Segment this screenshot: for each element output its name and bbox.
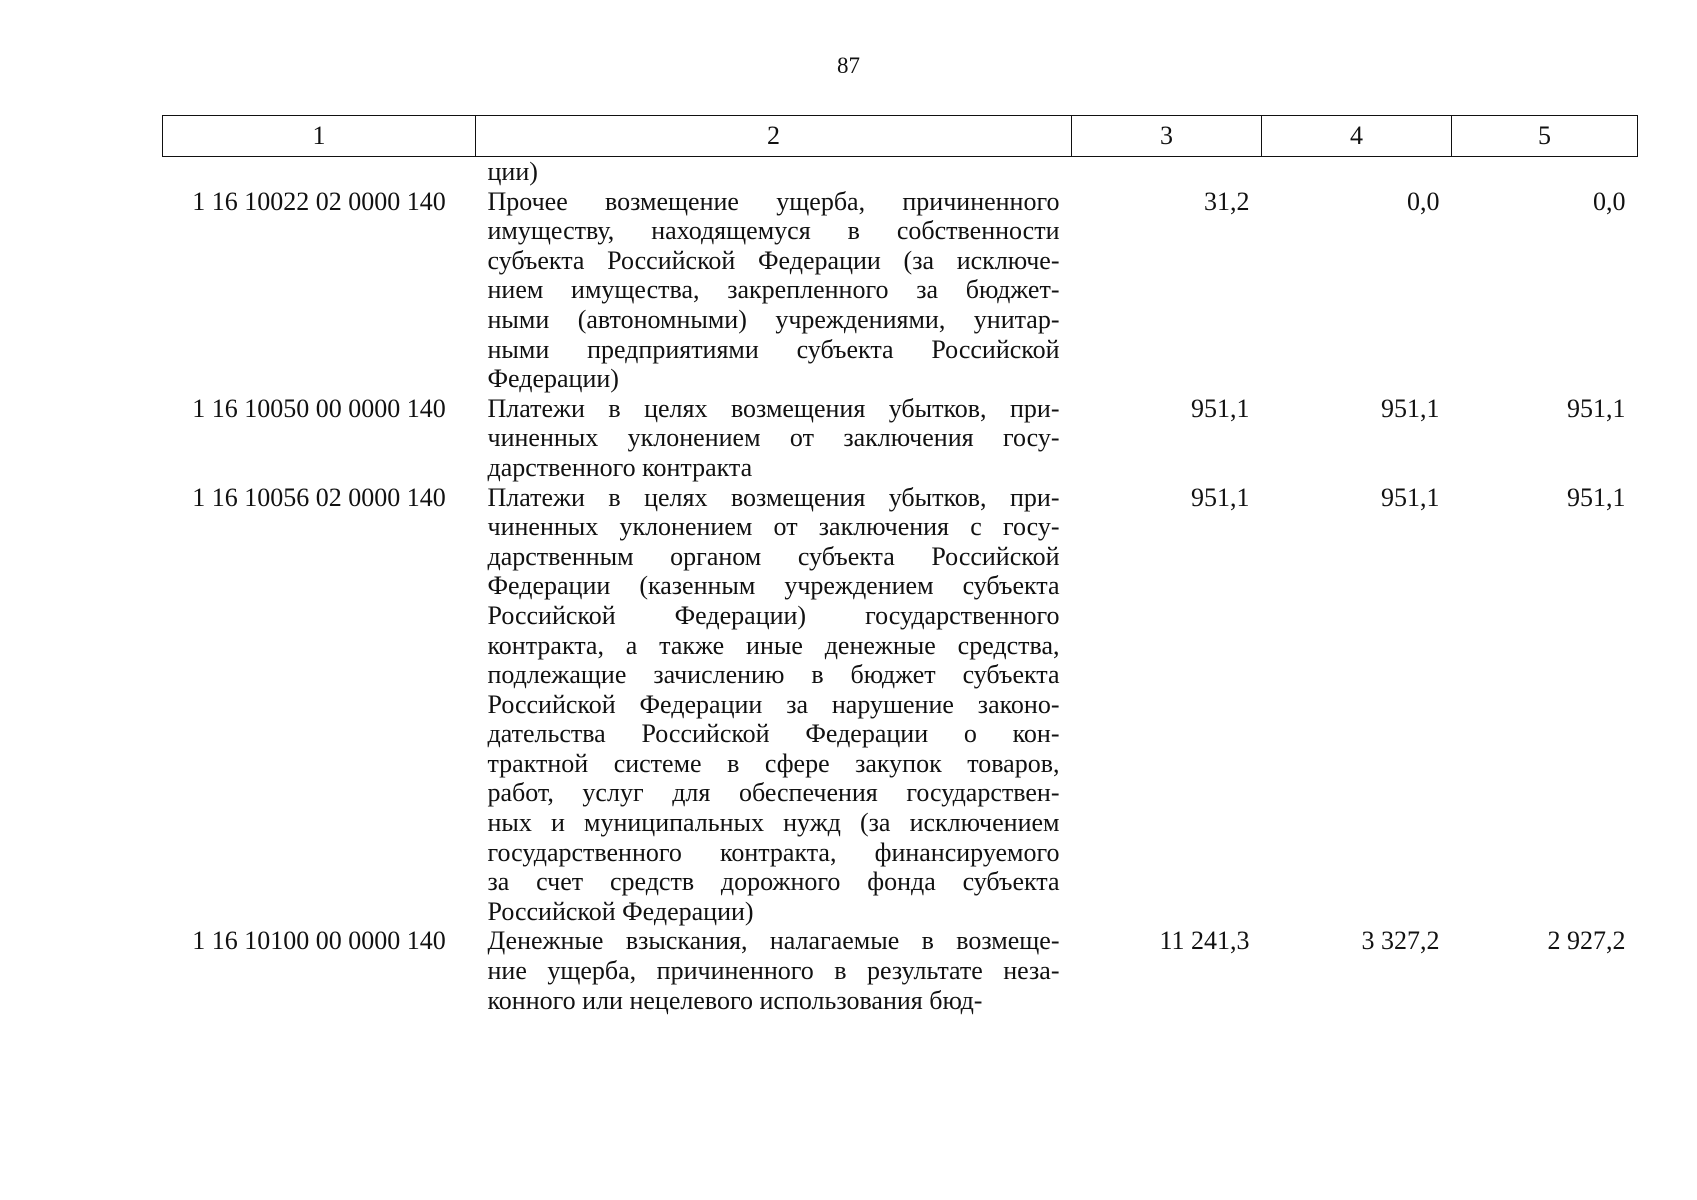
amount-cell-col-3: 951,1 bbox=[1191, 482, 1250, 512]
revenue-name-line: Федерации) bbox=[487, 364, 619, 394]
amount-cell-col-5: 951,1 bbox=[1567, 393, 1626, 423]
revenue-name-line: дарственного контракта bbox=[487, 452, 753, 482]
continuation-text: ции) bbox=[487, 157, 538, 186]
revenue-code-cell: 1 16 10050 00 0000 140 bbox=[192, 393, 446, 423]
amount-cell-col-3: 951,1 bbox=[1191, 393, 1250, 423]
revenue-name-line: ными предприятиями субъекта Российской bbox=[487, 334, 1060, 364]
amount-cell-col-4: 0,0 bbox=[1407, 186, 1440, 216]
table-row bbox=[163, 483, 1638, 927]
header-col-2: 2 bbox=[476, 116, 1072, 157]
revenue-name-line: Денежные взыскания, налагаемые в возмеще- bbox=[487, 926, 1060, 956]
revenue-name-line: подлежащие зачислению в бюджет субъекта bbox=[487, 660, 1060, 690]
revenue-name-line: ных и муниципальных нужд (за исключением bbox=[487, 808, 1060, 838]
revenue-code-cell: 1 16 10022 02 0000 140 bbox=[192, 186, 446, 216]
header-col-1: 1 bbox=[163, 116, 476, 157]
amount-cell-col-4: 951,1 bbox=[1381, 482, 1440, 512]
amount-cell-col-4: 3 327,2 bbox=[1361, 926, 1440, 956]
revenue-name-line: за счет средств дорожного фонда субъекта bbox=[487, 867, 1060, 897]
table-row bbox=[163, 394, 1638, 483]
amount-cell-col-4: 951,1 bbox=[1381, 393, 1440, 423]
revenue-name-cell bbox=[476, 926, 1072, 1015]
revenue-name-line: Платежи в целях возмещения убытков, при- bbox=[487, 482, 1060, 512]
revenue-name-line: ние ущерба, причиненного в результате неза- bbox=[487, 956, 1060, 986]
revenue-name-line: Федерации (казенным учреждением субъекта bbox=[487, 571, 1060, 601]
amount-cell-col-5: 951,1 bbox=[1567, 482, 1626, 512]
revenue-name-line: ными (автономными) учреждениями, унитар- bbox=[487, 304, 1060, 334]
revenue-name-line: Российской Федерации) государственного bbox=[487, 600, 1060, 630]
header-col-5: 5 bbox=[1452, 116, 1638, 157]
amount-cell-col-3: 31,2 bbox=[1204, 186, 1250, 216]
revenue-code-cell: 1 16 10056 02 0000 140 bbox=[192, 482, 446, 512]
revenue-name-line: Прочее возмещение ущерба, причиненного bbox=[487, 186, 1060, 216]
revenue-code-cell: 1 16 10100 00 0000 140 bbox=[192, 926, 446, 956]
revenue-name-line: нием имущества, закрепленного за бюджет- bbox=[487, 275, 1060, 305]
revenue-name-line: чиненных уклонением от заключения госу- bbox=[487, 423, 1060, 453]
budget-revenue-table bbox=[162, 115, 1638, 1015]
revenue-name-line: субъекта Российской Федерации (за исключе- bbox=[487, 245, 1060, 275]
table-header-row bbox=[163, 116, 1638, 157]
revenue-name-line: трактной системе в сфере закупок товаров, bbox=[487, 748, 1060, 778]
revenue-name-line: контракта, а также иные денежные средства, bbox=[487, 630, 1060, 660]
revenue-name-line: государственного контракта, финансируемого bbox=[487, 837, 1060, 867]
revenue-name-line: Платежи в целях возмещения убытков, при- bbox=[487, 393, 1060, 423]
amount-cell-col-5: 0,0 bbox=[1593, 186, 1626, 216]
revenue-name-line: конного или нецелевого использования бюд- bbox=[487, 985, 983, 1015]
revenue-name-line: Российской Федерации за нарушение законо- bbox=[487, 689, 1060, 719]
revenue-name-line: чиненных уклонением от заключения с госу- bbox=[487, 512, 1060, 542]
table-row bbox=[163, 926, 1638, 1015]
continuation-name-cell bbox=[476, 157, 1072, 187]
header-col-4: 4 bbox=[1262, 116, 1452, 157]
revenue-name-line: работ, услуг для обеспечения государствен- bbox=[487, 778, 1060, 808]
amount-cell-col-5: 2 927,2 bbox=[1547, 926, 1626, 956]
continuation-row bbox=[163, 157, 1638, 187]
revenue-name-cell bbox=[476, 394, 1072, 483]
revenue-name-line: дательства Российской Федерации о кон- bbox=[487, 719, 1060, 749]
amount-cell-col-3: 11 241,3 bbox=[1159, 926, 1250, 956]
page-number: 87 bbox=[837, 53, 860, 78]
revenue-name-cell bbox=[476, 187, 1072, 394]
header-col-3: 3 bbox=[1072, 116, 1262, 157]
revenue-name-line: Российской Федерации) bbox=[487, 896, 754, 926]
revenue-name-line: имуществу, находящемуся в собственности bbox=[487, 216, 1060, 246]
revenue-name-line: дарственным органом субъекта Российской bbox=[487, 541, 1060, 571]
revenue-name-cell bbox=[476, 483, 1072, 927]
table-row bbox=[163, 187, 1638, 394]
continuation-code-cell bbox=[163, 157, 476, 187]
